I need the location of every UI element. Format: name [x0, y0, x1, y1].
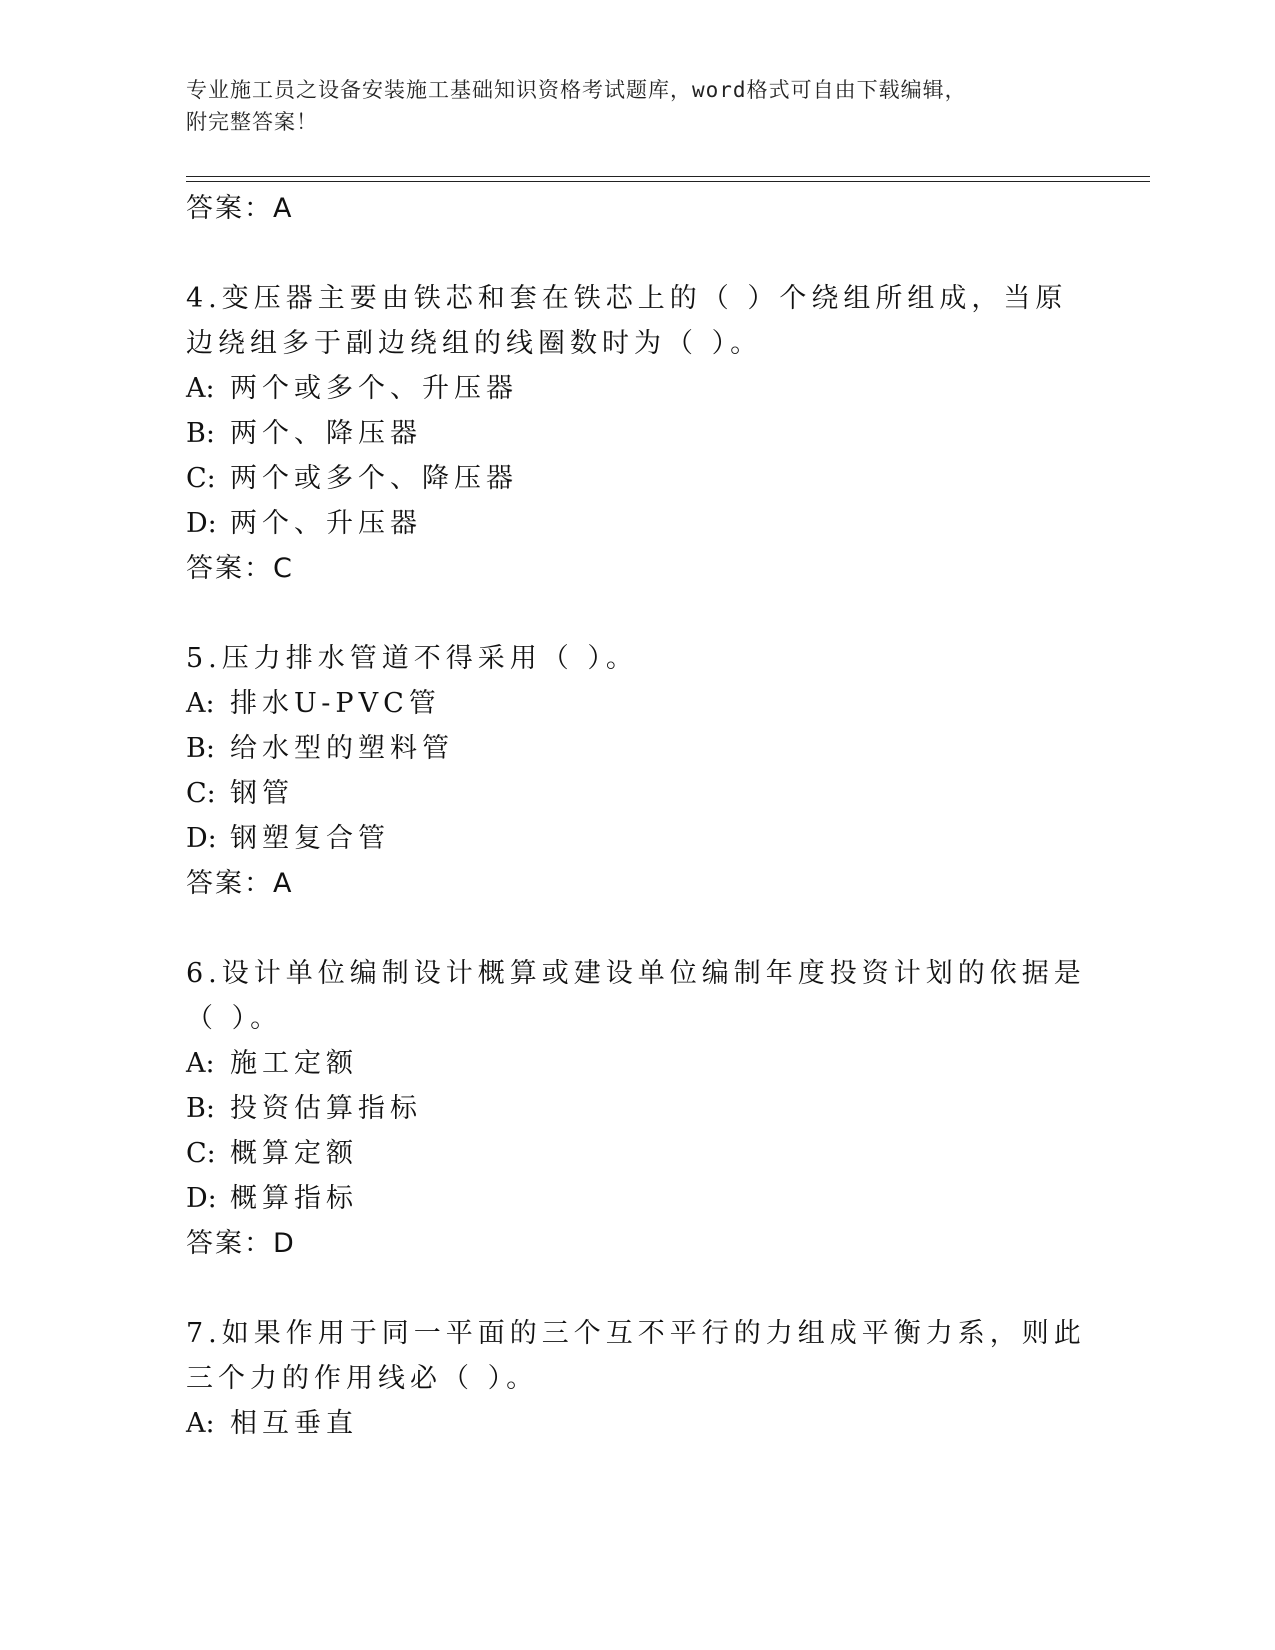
- option-letter: A:: [186, 688, 215, 719]
- option-letter: D:: [186, 823, 217, 854]
- option-d: [186, 1176, 1086, 1221]
- option-c: [186, 456, 1086, 501]
- option-d: [186, 501, 1086, 546]
- option-text: 排水U-PVC管: [230, 688, 441, 719]
- question-stem: 5.压力排水管道不得采用（ ）。: [186, 643, 638, 674]
- header-divider-top: [186, 176, 1150, 177]
- document-header: [186, 74, 1086, 138]
- option-text: 钢塑复合管: [230, 823, 390, 854]
- option-a: [186, 1401, 1086, 1446]
- question-list: [186, 186, 1086, 1446]
- header-divider-bottom: [186, 181, 1150, 182]
- option-letter: C:: [186, 463, 216, 494]
- answer-value: A: [273, 868, 294, 899]
- option-letter: B:: [186, 733, 215, 764]
- answer-line: [186, 546, 1086, 592]
- option-d: [186, 816, 1086, 861]
- option-text: 投资估算指标: [230, 1093, 422, 1124]
- answer-line: [186, 186, 1086, 232]
- question-stem: 4.变压器主要由铁芯和套在铁芯上的（ ）个绕组所组成，当原边绕组多于副边绕组的线圈数时为（ ）。: [186, 283, 1068, 359]
- option-text: 钢管: [230, 778, 294, 809]
- option-text: 两个、升压器: [230, 508, 422, 539]
- option-letter: B:: [186, 418, 215, 449]
- option-letter: A:: [186, 1048, 215, 1079]
- option-letter: A:: [186, 1408, 215, 1439]
- option-a: [186, 366, 1086, 411]
- option-text: 相互垂直: [230, 1408, 358, 1439]
- answer-value: D: [273, 1228, 296, 1259]
- option-text: 概算定额: [230, 1138, 358, 1169]
- answer-label: 答案：: [186, 193, 273, 224]
- option-a: [186, 681, 1086, 726]
- answer-value: C: [273, 553, 294, 584]
- answer-line: [186, 1221, 1086, 1267]
- question-item: [186, 1311, 1086, 1446]
- answer-line: [186, 861, 1086, 907]
- question-item: [186, 636, 1086, 907]
- answer-label: 答案：: [186, 868, 273, 899]
- option-letter: D:: [186, 508, 217, 539]
- option-text: 概算指标: [230, 1183, 358, 1214]
- option-text: 两个、降压器: [230, 418, 422, 449]
- option-b: [186, 1086, 1086, 1131]
- option-text: 给水型的塑料管: [230, 733, 454, 764]
- question-item: [186, 951, 1086, 1267]
- option-b: [186, 726, 1086, 771]
- option-letter: D:: [186, 1183, 217, 1214]
- question-stem: 6.设计单位编制设计概算或建设单位编制年度投资计划的依据是（ ）。: [186, 958, 1086, 1034]
- option-b: [186, 411, 1086, 456]
- answer-value: A: [273, 193, 294, 224]
- option-letter: A:: [186, 373, 215, 404]
- option-text: 两个或多个、升压器: [230, 373, 518, 404]
- option-text: 施工定额: [230, 1048, 358, 1079]
- header-line-2: 附完整答案！: [186, 110, 318, 134]
- option-letter: B:: [186, 1093, 215, 1124]
- option-letter: C:: [186, 778, 216, 809]
- option-c: [186, 771, 1086, 816]
- option-letter: C:: [186, 1138, 216, 1169]
- question-stem: 7.如果作用于同一平面的三个互不平行的力组成平衡力系，则此三个力的作用线必（ ）。: [186, 1318, 1086, 1394]
- answer-label: 答案：: [186, 1228, 273, 1259]
- answer-label: 答案：: [186, 553, 273, 584]
- header-line-1: 专业施工员之设备安装施工基础知识资格考试题库，word格式可自由下载编辑，: [186, 78, 967, 102]
- option-a: [186, 1041, 1086, 1086]
- question-item: [186, 276, 1086, 592]
- option-text: 两个或多个、降压器: [230, 463, 518, 494]
- option-c: [186, 1131, 1086, 1176]
